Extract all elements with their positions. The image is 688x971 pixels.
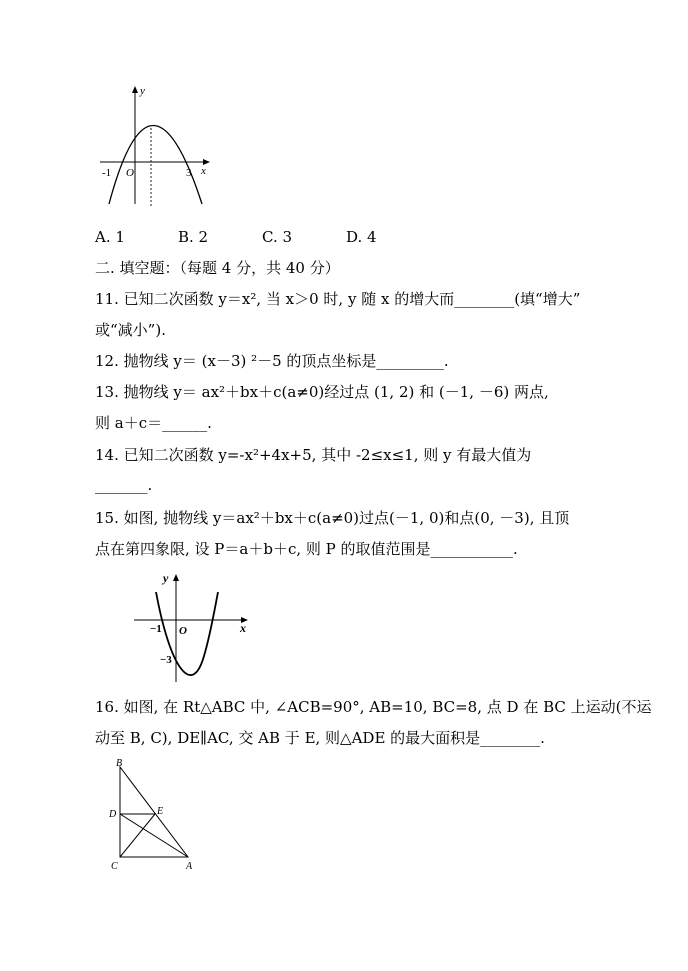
label-b: B [116, 758, 123, 769]
y-label: y [140, 85, 145, 97]
three-label: 3 [186, 167, 192, 179]
neg3-label: −3 [160, 654, 172, 666]
q16-line2: 动至 B, C), DE∥AC, 交 AB 于 E, 则△ADE 的最大面积是________. [95, 729, 545, 747]
segment-ad [120, 814, 188, 857]
q11-line2: 或“减小”). [95, 321, 166, 339]
triangle-abc [120, 767, 188, 857]
label-e: E [157, 806, 164, 817]
label-c: C [111, 861, 118, 872]
section-title: 二. 填空题：（每题 4 分，共 40 分） [95, 259, 340, 277]
neg1-label: -1 [102, 167, 112, 179]
origin-label: O [126, 167, 134, 179]
choice-b: B. 2 [178, 228, 209, 246]
q16-line1: 16. 如图, 在 Rt△ABC 中, ∠ACB=90°, AB=10, BC=8, 点 D 在 BC 上运动(不运 [95, 698, 652, 716]
label-d: D [109, 809, 117, 820]
figure-parabola-up [132, 568, 252, 686]
figure-triangle-abc [104, 756, 204, 874]
q13-line2: 则 a＋c＝______. [95, 414, 212, 432]
segment-ce [120, 814, 155, 857]
x-label: x [201, 165, 206, 177]
q13-line1: 13. 抛物线 y＝ ax²＋bx＋c(a≠0)经过点 (1, 2) 和 (－1, －6) 两点, [95, 383, 549, 401]
q14-line2: _______. [95, 476, 153, 494]
q15-line2: 点在第四象限, 设 P＝a＋b＋c, 则 P 的取值范围是___________. [95, 540, 518, 558]
y-axis-arrow [173, 574, 179, 581]
parabola-curve [109, 126, 202, 205]
label-a: A [186, 861, 193, 872]
origin-label: O [179, 625, 187, 637]
q15-line1: 15. 如图, 抛物线 y＝ax²＋bx＋c(a≠0)过点(－1, 0)和点(0, －3), 且顶 [95, 509, 570, 527]
y-axis-arrow [132, 86, 138, 93]
y-label: y [163, 571, 169, 585]
x-label: x [240, 621, 246, 635]
choice-c: C. 3 [262, 228, 293, 246]
figure-parabola-down [98, 84, 213, 209]
choice-d: D. 4 [346, 228, 377, 246]
q14-line1: 14. 已知二次函数 y=-x²+4x+5, 其中 -2≤x≤1, 则 y 有最大值为 [95, 446, 532, 464]
neg1-label: −1 [150, 623, 162, 635]
q12: 12. 抛物线 y＝ (x－3) ²－5 的顶点坐标是_________. [95, 352, 449, 370]
q11-line1: 11. 已知二次函数 y＝x², 当 x＞0 时, y 随 x 的增大而________(填“增大” [95, 290, 581, 308]
choice-a: A. 1 [95, 228, 125, 246]
